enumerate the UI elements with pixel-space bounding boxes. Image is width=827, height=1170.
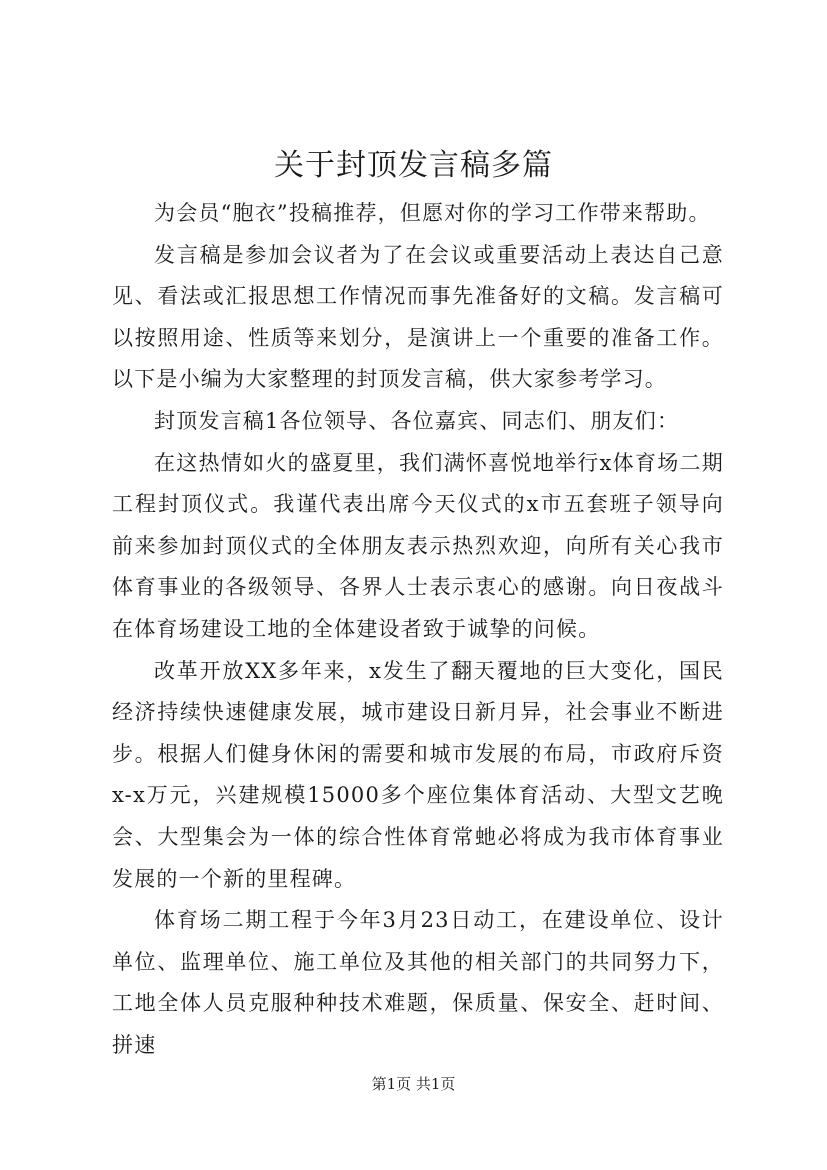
paragraph-intro: 为会员“胞衣”投稿推荐，但愿对你的学习工作带来帮助。 (154, 201, 711, 225)
document-body (112, 193, 724, 1066)
paragraph-construction: 体育场二期工程于今年3月23日动工，在建设单位、设计单位、监理单位、施工单位及其他的相关部门的共同努力下，工地全体人员克服种种技术难题，保质量、保安全、赶时间、拼速 (112, 908, 724, 1057)
paragraph-welcome: 在这热情如火的盛夏里，我们满怀喜悦地举行x体育场二期工程封顶仪式。我谨代表出席今天仪式的x市五套班子领导向前来参加封顶仪式的全体朋友表示热烈欢迎，向所有关心我市体育事业的各级领导、各界人士表示衷心的感谢。向日夜战斗在体育场建设工地的全体建设者致于诚挚的问候。 (112, 450, 724, 641)
document-title: 关于封顶发言稿多篇 (274, 148, 553, 183)
page-footer: 第1页 共1页 (371, 1075, 456, 1093)
paragraph-background: 改革开放XX多年来，x发生了翻天覆地的巨大变化，国民经济持续快速健康发展，城市建设日新月异，社会事业不断进步。根据人们健身休闲的需要和城市发展的布局，市政府斥资x-x万元，兴建规模15000多个座位集体育活动、大型文艺晚会、大型集会为一体的综合性体育常虵必将成为我市体育事业发展的一个新的里程碑。 (112, 658, 724, 891)
paragraph-definition: 发言稿是参加会议者为了在会议或重要活动上表达自己意见、看法或汇报思想工作情况而事先准备好的文稿。发言稿可以按照用途、性质等来划分，是演讲上一个重要的准备工作。以下是小编为大家整理的封顶发言稿，供大家参考学习。 (112, 242, 724, 392)
paragraph-salutation: 封顶发言稿1各位领导、各位嘉宾、同志们、朋友们： (154, 408, 680, 433)
